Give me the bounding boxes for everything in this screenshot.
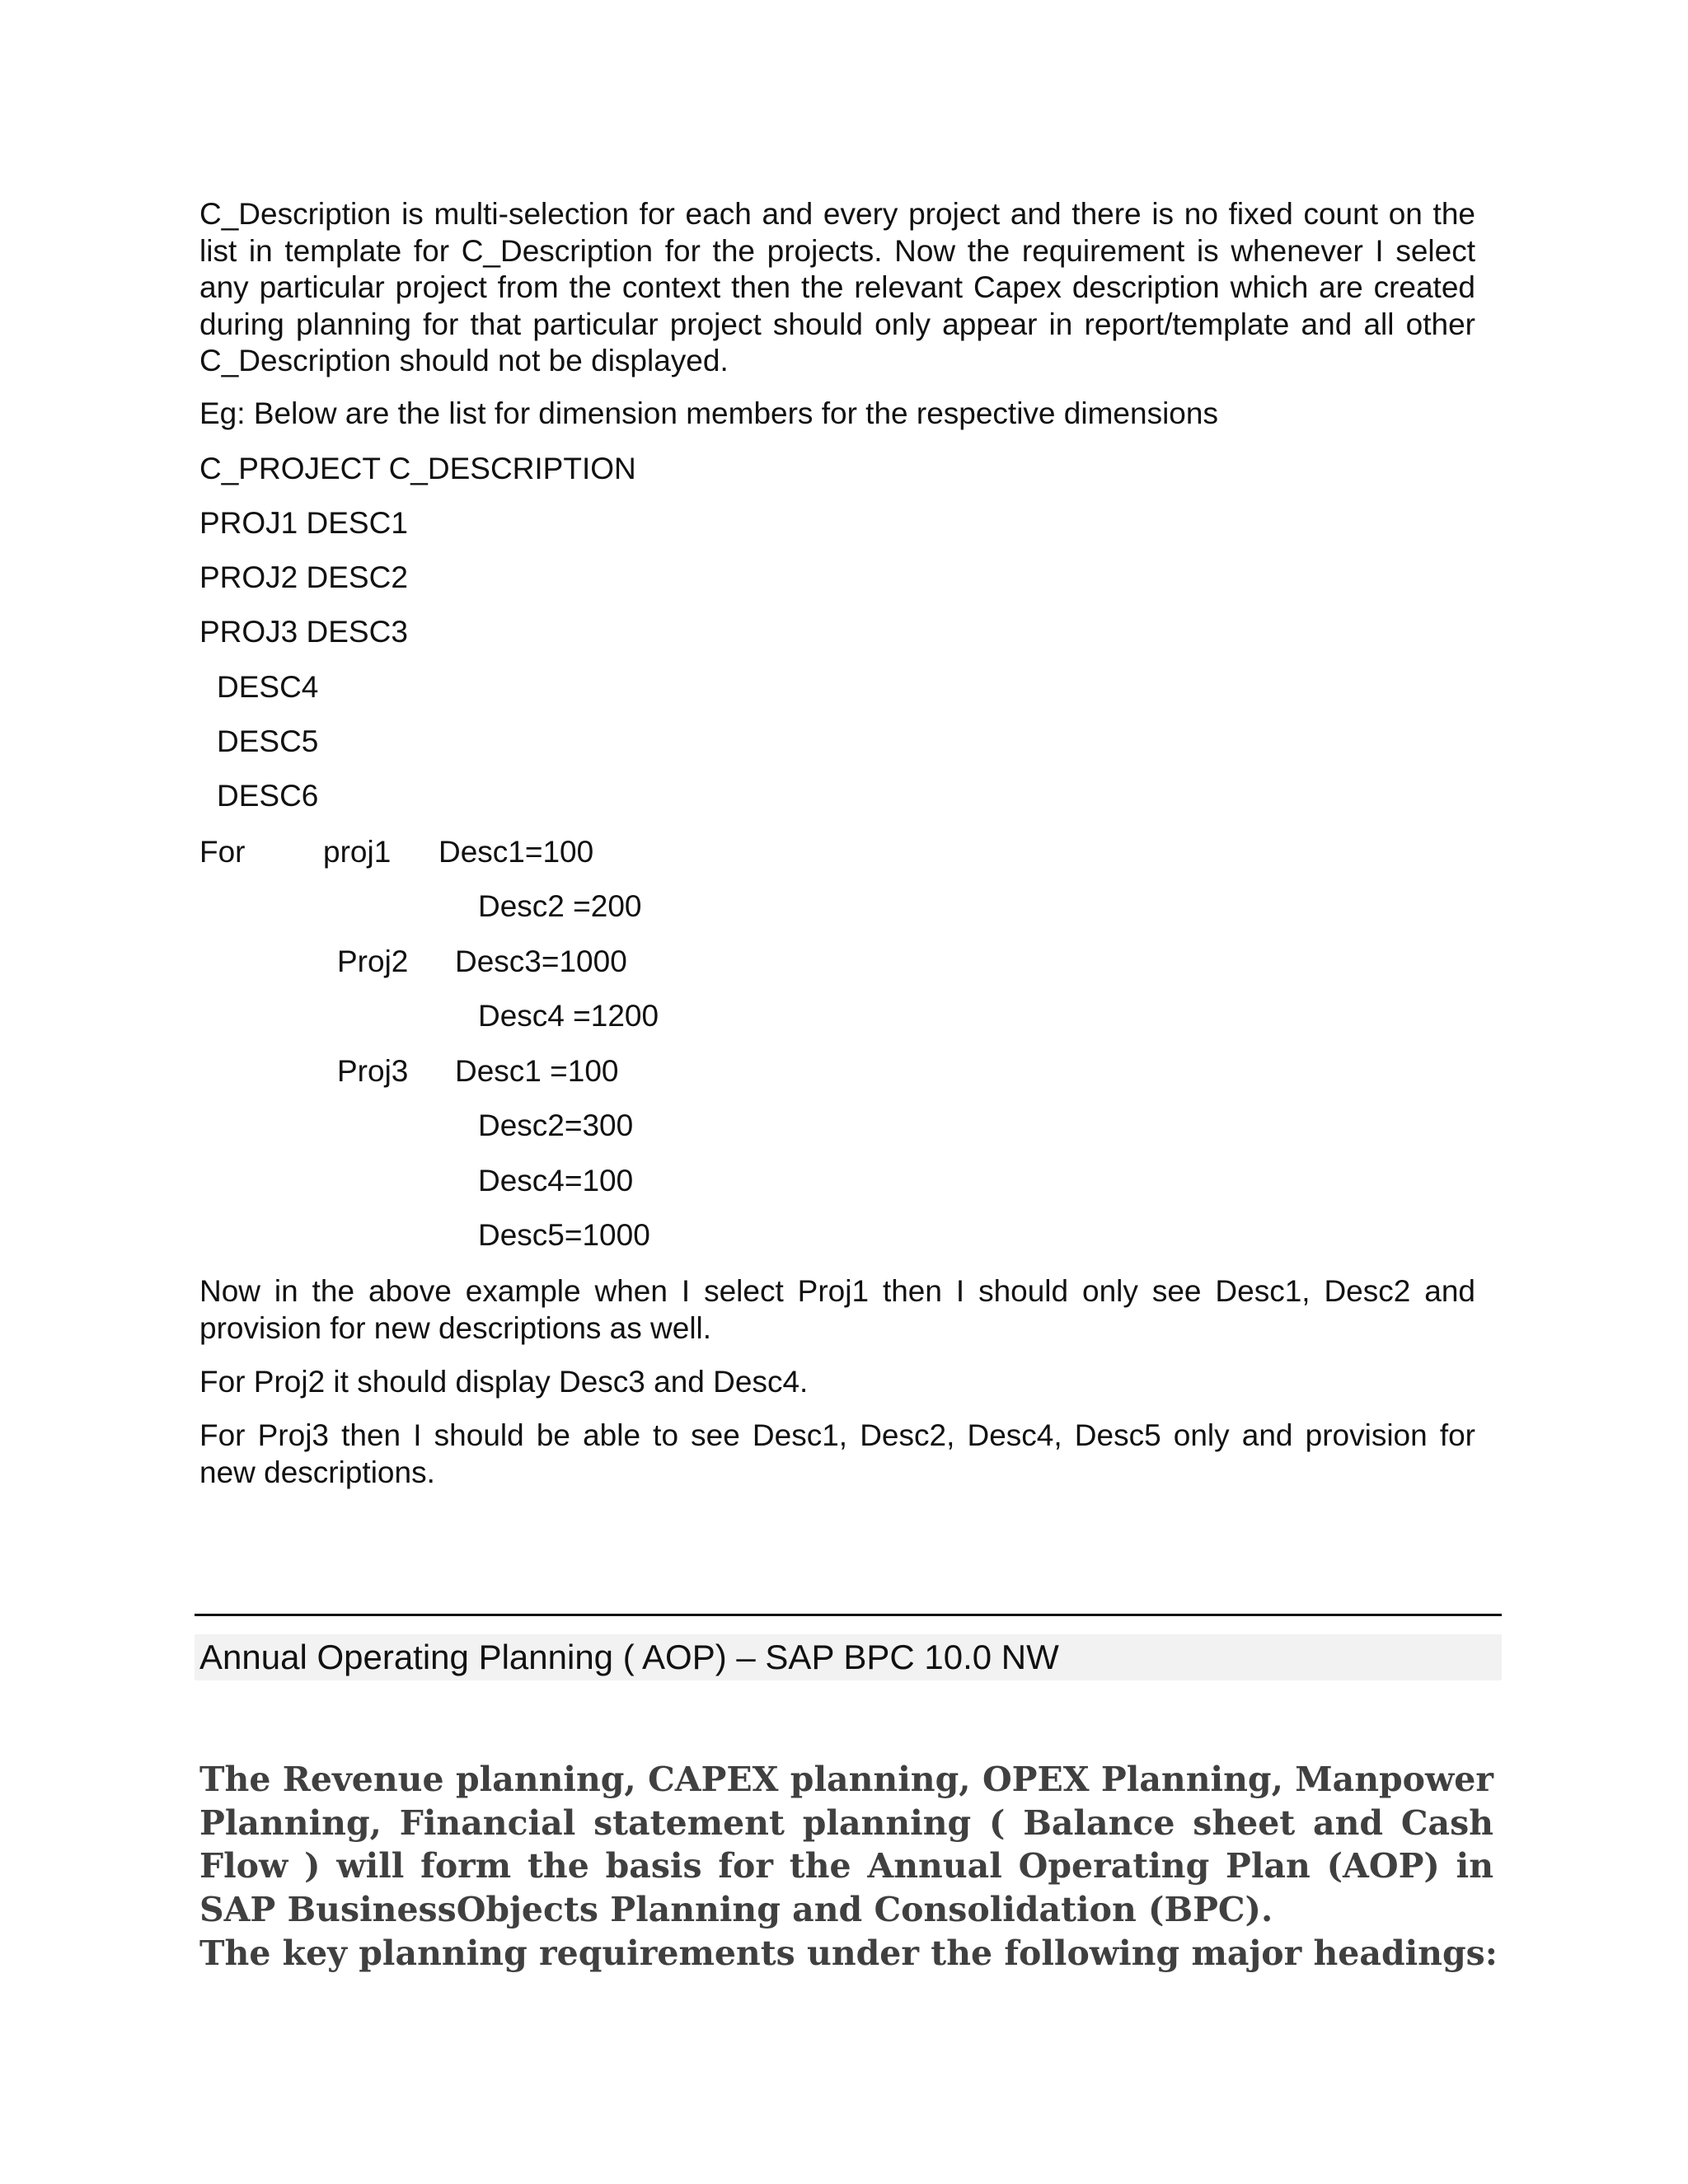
description-value: Desc3=1000 [455,944,627,978]
description-value: Desc5=1000 [478,1218,650,1252]
section-heading: Annual Operating Planning ( AOP) – SAP BPC 10.0 NW [199,1638,1059,1676]
explanation-proj2: For Proj2 it should display Desc3 and Desc4. [199,1365,809,1399]
dimension-row: PROJ2 DESC2 [199,560,408,594]
description-value: Desc1=100 [438,835,594,869]
project-label: proj1 [323,835,392,869]
description-value: Desc1 =100 [455,1054,619,1088]
dimension-row: PROJ3 DESC3 [199,615,408,649]
description-value: Desc4 =1200 [478,999,659,1033]
description-value: Desc4=100 [478,1164,634,1197]
dimension-list-header: C_PROJECT C_DESCRIPTION [199,452,636,485]
aop-subheading: The key planning requirements under the following major headings: [199,1933,1498,1973]
dimension-row: DESC4 [217,670,319,704]
project-label: Proj3 [337,1054,409,1088]
dimension-row: PROJ1 DESC1 [199,506,408,540]
dimension-row: DESC6 [217,779,319,813]
example-intro: Eg: Below are the list for dimension members for the respective dimensions [199,396,1218,430]
description-value: Desc2=300 [478,1108,634,1142]
aop-paragraph: The Revenue planning, CAPEX planning, OPEX Planning, Manpower Planning, Financial statement planning ( Balance sheet and Cash Flow ) will form the basis for the Annual Operating Plan (AOP) in SAP BusinessObjects Planning and Consolidation (BPC). [199,1760,1493,1929]
intro-paragraph: C_Description is multi-selection for each and every project and there is no fixed count on the list in template for C_Description for the projects. Now the requirement is whenever I select any particular project from the context then the relevant Capex description which are created during planning for that particular project should only appear in report/template and all other C_Description should not be displayed. [199,197,1475,377]
dimension-row: DESC5 [217,724,319,758]
section-divider [195,1614,1502,1616]
explanation-proj3: For Proj3 then I should be able to see Desc1, Desc2, Desc4, Desc5 only and provision for new descriptions. [199,1418,1475,1489]
project-label: Proj2 [337,944,409,978]
for-label: For [199,835,246,869]
description-value: Desc2 =200 [478,889,642,923]
explanation-proj1: Now in the above example when I select Proj1 then I should only see Desc1, Desc2 and provision for new descriptions as well. [199,1274,1475,1345]
